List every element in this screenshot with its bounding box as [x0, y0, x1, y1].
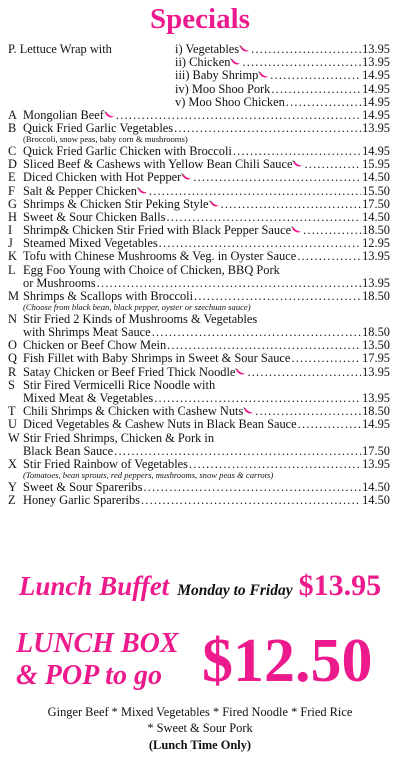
- lunch-buffet-days: Monday to Friday: [177, 582, 293, 599]
- dot-leader: [242, 56, 361, 69]
- menu-item-row: [8, 171, 390, 184]
- menu-item-row: [8, 352, 390, 365]
- menu-item-name: ii) Chicken: [175, 55, 231, 70]
- lunch-buffet-banner: [0, 569, 400, 603]
- lunch-box-heading: [16, 628, 179, 692]
- menu-item-letter: R: [8, 364, 17, 379]
- menu-item-letter: N: [8, 311, 17, 326]
- menu-item-body: [175, 83, 390, 96]
- menu-item-row: [8, 379, 390, 392]
- menu-item-name: Fish Fillet with Baby Shrimps in Sweet & Sour Sauce: [23, 351, 291, 366]
- menu-item-price: 18.50: [362, 289, 390, 304]
- lunch-buffet-label: Lunch Buffet: [18, 571, 170, 601]
- menu-item-note: (Choose from black bean, black pepper, oyster or szechuan sauce): [23, 302, 251, 313]
- menu-item-note: (Tomatoes, bean sprouts, red peppers, mushrooms, snow peas & carrots): [23, 470, 274, 481]
- menu-item-price: 14.50: [362, 492, 390, 507]
- menu-item-row: [175, 69, 390, 82]
- menu-item-price: 13.95: [362, 275, 390, 290]
- menu-item-letter: C: [8, 143, 17, 158]
- menu-item-price: 13.95: [362, 390, 390, 405]
- menu-item-name: Mixed Meat & Vegetables: [23, 390, 154, 405]
- menu-item-name: v) Moo Shoo Chicken: [175, 94, 285, 109]
- menu-item-body: [23, 290, 390, 303]
- menu-item-letter: T: [8, 404, 16, 419]
- menu-item-price: 13.95: [362, 456, 390, 471]
- menu-item-name: with Shrimps Meat Sauce: [23, 325, 151, 339]
- menu-item-letter: B: [8, 121, 17, 136]
- menu-item-row: [8, 366, 390, 379]
- menu-item-body: [23, 432, 390, 445]
- menu-item-name: Sliced Beef & Cashews with Yellow Bean Chili Sauce: [23, 157, 293, 172]
- menu-item-price: 18.50: [362, 404, 390, 419]
- menu-item-body: [175, 69, 390, 82]
- chili-pepper-icon: [258, 71, 269, 79]
- menu-item-name: Sweet & Sour Chicken Balls: [23, 209, 166, 224]
- menu-item-letter: L: [8, 262, 16, 277]
- chili-pepper-icon: [104, 111, 115, 119]
- lunch-box-items-line1: Ginger Beef * Mixed Vegetables * Fired Noodle * Fried Rice: [47, 705, 353, 719]
- dot-leader: [194, 290, 361, 303]
- menu-item-name: Salt & Pepper Chicken: [23, 183, 137, 198]
- dot-leader: [152, 326, 361, 339]
- menu-item-letter: I: [8, 223, 13, 238]
- menu-item-body: [23, 458, 390, 471]
- menu-item-body: [23, 122, 390, 135]
- menu-item-letter: M: [8, 289, 20, 304]
- menu-item-letter: G: [8, 196, 17, 211]
- chili-pepper-icon: [243, 407, 254, 415]
- lunch-box-line1: LUNCH BOX: [16, 628, 179, 659]
- dot-leader: [286, 96, 361, 109]
- lettuce-wrap-label: P. Lettuce Wrap with: [8, 42, 112, 56]
- menu-item-price: 17.95: [362, 351, 390, 366]
- menu-item-price: 13.95: [362, 121, 390, 136]
- menu-item-row: [8, 481, 390, 494]
- menu-item-letter: H: [8, 209, 17, 224]
- menu-item-letter: U: [8, 417, 17, 432]
- dot-leader: [270, 69, 361, 82]
- menu-item-name: Black Bean Sauce: [23, 443, 114, 458]
- menu-item-body: [23, 171, 390, 184]
- lettuce-wrap-options: [175, 43, 390, 109]
- dot-leader: [149, 185, 361, 198]
- menu-item-row: [8, 494, 390, 507]
- menu-item-name: Mongolian Beef: [23, 108, 104, 122]
- menu-item-body: [23, 250, 390, 263]
- menu-item-row: [8, 122, 390, 135]
- menu-item-name: i) Vegetables: [175, 42, 240, 56]
- menu-item-price: 14.50: [362, 170, 390, 185]
- menu-item-price: 15.95: [362, 157, 390, 172]
- chili-pepper-icon: [230, 58, 241, 66]
- menu-item-body: [23, 379, 390, 392]
- menu-item-name: Quick Fried Garlic Vegetables: [23, 121, 174, 136]
- menu-item-price: 15.50: [362, 183, 390, 198]
- menu-item-price: 13.50: [362, 338, 390, 353]
- menu-item-name: Shrimp& Chicken Stir Fried with Black Pepper Sauce: [23, 223, 292, 238]
- menu-item-letter: W: [8, 430, 20, 445]
- menu-item-letter: K: [8, 249, 17, 264]
- dot-leader: [193, 171, 361, 184]
- menu-item-note: (Broccoli, snow peas, baby corn & mushrooms): [23, 134, 188, 145]
- menu-item-price: 13.95: [362, 42, 390, 56]
- chili-pepper-icon: [209, 200, 220, 208]
- lettuce-wrap-section: [8, 43, 390, 109]
- menu-item-body: [23, 198, 390, 211]
- menu-item-row: [8, 198, 390, 211]
- lunch-box-price: $12.50: [202, 627, 373, 695]
- menu-item-row: [8, 418, 390, 431]
- page-title: Specials: [150, 3, 250, 35]
- menu-item-price: 17.50: [362, 196, 390, 211]
- chili-pepper-icon: [291, 226, 302, 234]
- dot-leader: [114, 445, 361, 458]
- menu-item-price: 14.50: [362, 479, 390, 494]
- menu-item-name: iv) Moo Shoo Pork: [175, 81, 271, 96]
- menu-item-letter: J: [8, 236, 13, 251]
- menu-item-name: Diced Chicken with Hot Pepper: [23, 170, 182, 185]
- menu-item-price: 12.95: [362, 236, 390, 251]
- menu-item-letter: Q: [8, 351, 17, 366]
- menu-item-name: Chicken or Beef Chow Mein: [23, 338, 167, 353]
- menu-item-name: Sweet & Sour Spareribs: [23, 479, 143, 494]
- menu-item-letter: S: [8, 377, 15, 392]
- menu-item-price: 13.95: [362, 364, 390, 379]
- menu-item-name: Diced Vegetables & Cashew Nuts in Black Bean Sauce: [23, 417, 297, 432]
- menu-item-body: [23, 352, 390, 365]
- menu-item-name: Shrimps & Chicken Stir Peking Style: [23, 196, 209, 211]
- chili-pepper-icon: [235, 368, 246, 376]
- menu-item-letter: X: [8, 456, 17, 471]
- dot-leader: [143, 481, 361, 494]
- dot-leader: [189, 458, 361, 471]
- chili-pepper-icon: [292, 160, 303, 168]
- dot-leader: [297, 250, 361, 263]
- menu-item-name: Shrimps & Scallops with Broccoli: [23, 289, 194, 304]
- menu-item-name: Steamed Mixed Vegetables: [23, 236, 158, 251]
- menu-item-body: [23, 366, 390, 379]
- menu-item-letter: D: [8, 157, 17, 172]
- menu-item-name: Chili Shrimps & Chicken with Cashew Nuts: [23, 404, 244, 419]
- menu-item-price: 17.50: [362, 443, 390, 458]
- menu-item-name: Stir Fried Rainbow of Vegetables: [23, 456, 188, 471]
- menu-item-row: [8, 264, 390, 277]
- menu-item-name: Quick Fried Garlic Chicken with Broccoli: [23, 143, 232, 158]
- menu-item-price: 18.50: [362, 325, 390, 339]
- menu-item-row: [8, 250, 390, 263]
- dot-leader: [174, 122, 361, 135]
- menu-item-letter: Y: [8, 479, 17, 494]
- menu-item-row: [8, 185, 390, 198]
- menu-item-name: Tofu with Chinese Mushrooms & Veg. in Oyster Sauce: [23, 249, 297, 264]
- menu-item-name: iii) Baby Shrimp: [175, 68, 259, 83]
- menu-item-row: [175, 96, 390, 109]
- menu-item-letter: F: [8, 183, 15, 198]
- menu-item-price: 14.95: [362, 94, 390, 109]
- menu-rows: [8, 109, 390, 507]
- menu-item-row: [175, 83, 390, 96]
- menu-item-letter: A: [8, 108, 17, 122]
- menu-item-name: Egg Foo Young with Choice of Chicken, BBQ Pork: [23, 262, 280, 277]
- menu-item-row: [8, 432, 390, 445]
- menu-item-name: Stir Fried Shrimps, Chicken & Pork in: [23, 430, 215, 445]
- lunch-box-line2: & POP to go: [16, 660, 162, 691]
- dot-leader: [251, 43, 361, 56]
- menu-item-letter: Z: [8, 492, 16, 507]
- menu-item-body: [23, 185, 390, 198]
- menu-item-body: [23, 264, 390, 277]
- menu-item-letter: O: [8, 338, 17, 353]
- menu-item-price: 14.95: [362, 108, 390, 122]
- chili-pepper-icon: [239, 45, 250, 53]
- chili-pepper-icon: [181, 173, 192, 181]
- lunch-box-items-line2: * Sweet & Sour Pork: [147, 721, 253, 735]
- menu-item-row: [8, 290, 390, 303]
- menu-item-body: [23, 418, 390, 431]
- menu-item-price: 13.95: [362, 55, 390, 70]
- specials-list: [8, 43, 390, 507]
- menu-item-price: 14.95: [362, 417, 390, 432]
- menu-item-price: 14.50: [362, 209, 390, 224]
- dot-leader: [271, 83, 361, 96]
- menu-item-body: [23, 481, 390, 494]
- menu-item-price: 14.95: [362, 68, 390, 83]
- menu-item-body: [175, 96, 390, 109]
- dot-leader: [303, 224, 361, 237]
- menu-item-name: Stir Fried 2 Kinds of Mushrooms & Vegetables: [23, 311, 258, 326]
- menu-item-name: Honey Garlic Spareribs: [23, 492, 140, 507]
- menu-item-name: Satay Chicken or Beef Fried Thick Noodle: [23, 364, 236, 379]
- menu-item-letter: E: [8, 170, 16, 185]
- dot-leader: [291, 352, 361, 365]
- lunch-time-note: (Lunch Time Only): [148, 738, 252, 752]
- lunch-buffet-price: $13.95: [298, 569, 382, 602]
- menu-item-price: 14.95: [362, 81, 390, 96]
- menu-item-price: 13.95: [362, 249, 390, 264]
- menu-item-name: Stir Fired Vermicelli Rice Noodle with: [23, 377, 216, 392]
- chili-pepper-icon: [137, 187, 148, 195]
- menu-item-price: 18.50: [362, 223, 390, 238]
- menu-item-price: 14.95: [362, 143, 390, 158]
- dot-leader: [304, 158, 361, 171]
- dot-leader: [298, 418, 361, 431]
- dot-leader: [141, 494, 361, 507]
- menu-item-name: or Mushrooms: [23, 275, 96, 290]
- menu-item-body: [23, 445, 390, 458]
- dot-leader: [221, 198, 362, 211]
- menu-item-body: [23, 494, 390, 507]
- menu-item-row: [8, 445, 390, 458]
- dot-leader: [247, 366, 361, 379]
- menu-item-row: [8, 458, 390, 471]
